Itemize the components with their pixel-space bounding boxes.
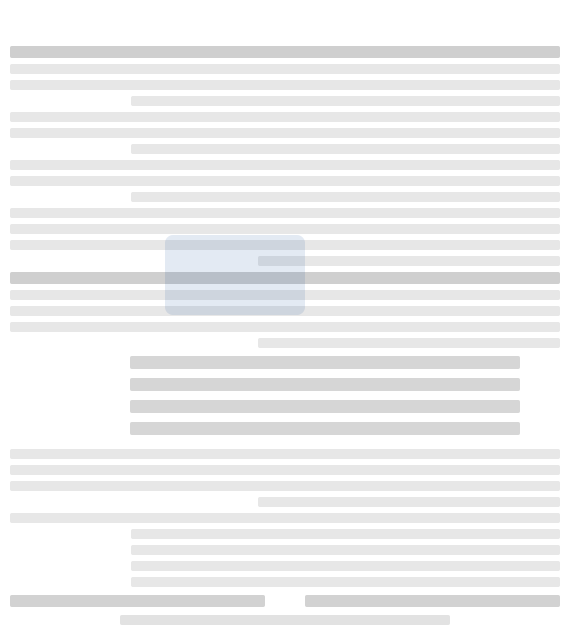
publication-dates [120,615,450,625]
condition-line [131,545,560,555]
subject-line [10,80,560,90]
subject-line [10,224,560,234]
condition-line [10,465,560,475]
signer-name [305,595,560,607]
condition-line [131,577,560,587]
subject-line [10,128,560,138]
deposit-list [130,356,520,435]
condition-line [131,529,560,539]
phone-number [10,595,265,607]
deposit-item [130,400,520,413]
subject-line [131,192,560,202]
subject-line [10,208,560,218]
deposit-intro-line [10,322,560,332]
subject-line [131,144,560,154]
subject-line [10,46,560,58]
notice-title [120,10,450,38]
subject-line [10,160,560,170]
deposit-item [130,378,520,391]
subject-line [131,96,560,106]
subject-paragraph [10,46,560,266]
condition-line [131,561,560,571]
watermark-logo [165,235,305,315]
condition-line [10,513,560,523]
deposit-item [130,356,520,369]
condition-line [10,481,560,491]
footer-row [10,595,560,607]
conditions-paragraph [10,449,560,587]
condition-line [10,449,560,459]
subject-line [10,112,560,122]
condition-line [258,497,561,507]
subject-line [10,176,560,186]
deposit-intro-line [258,338,561,348]
subject-line [10,64,560,74]
deposit-item [130,422,520,435]
